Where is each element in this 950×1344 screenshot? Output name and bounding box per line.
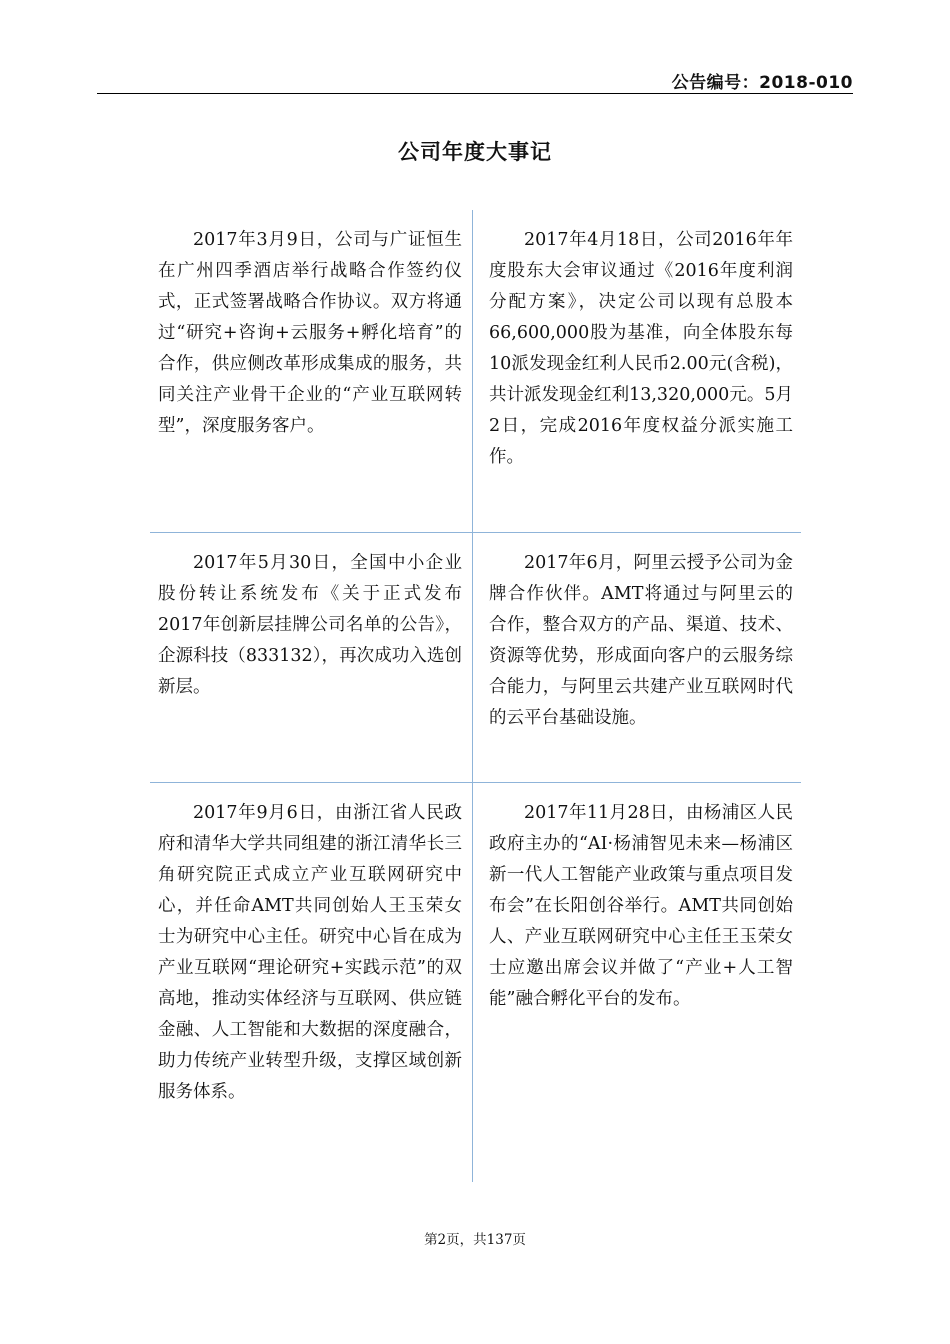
column-divider-row-1	[472, 210, 473, 532]
column-divider-row-2	[472, 532, 473, 782]
row-divider-1	[150, 532, 801, 533]
event-cell-r2-left: 2017年5月30日，全国中小企业股份转让系统发布《关于正式发布2017年创新层挂牌公司名单的公告》，企源科技（833132），再次成功入选创新层。	[158, 553, 462, 697]
event-cell-r1-left: 2017年3月9日，公司与广证恒生在广州四季酒店举行战略合作签约仪式，正式签署战略合作协议。双方将通过“研究+咨询+云服务+孵化培育”的合作，供应侧改革形成集成的服务，共同关注产业骨干企业的“产业互联网转型”，深度服务客户。	[158, 230, 462, 436]
event-cell-r2-right: 2017年6月，阿里云授予公司为金牌合作伙伴。AMT将通过与阿里云的合作，整合双方的产品、渠道、技术、资源等优势，形成面向客户的云服务综合能力，与阿里云共建产业互联网时代的云平台基础设施。	[489, 553, 793, 728]
event-cell-r3-left: 2017年9月6日，由浙江省人民政府和清华大学共同组建的浙江清华长三角研究院正式成立产业互联网研究中心，并任命AMT共同创始人王玉荣女士为研究中心主任。研究中心旨在成为产业互联网“理论研究+实践示范”的双高地，推动实体经济与互联网、供应链金融、人工智能和大数据的深度融合，助力传统产业转型升级，支撑区域创新服务体系。	[158, 803, 462, 1102]
page-number: 第2页，共137页	[424, 1232, 526, 1248]
announcement-number: 公告编号：2018-010	[671, 73, 853, 93]
header-divider	[97, 93, 853, 94]
event-cell-r3-right: 2017年11月28日，由杨浦区人民政府主办的“AI·杨浦智见未来—杨浦区新一代人工智能产业政策与重点项目发布会”在长阳创谷举行。AMT共同创始人、产业互联网研究中心主任王玉荣女士应邀出席会议并做了“产业+人工智能”融合孵化平台的发布。	[489, 803, 793, 1009]
event-cell-r1-right: 2017年4月18日，公司2016年年度股东大会审议通过《2016年度利润分配方案》，决定公司以现有总股本66,600,000股为基准，向全体股东每10派发现金红利人民币2.00元(含税)，共计派发现金红利13,320,000元。5月2日，完成2016年度权益分派实施工作。	[489, 230, 793, 467]
page-title: 公司年度大事记	[398, 140, 552, 164]
row-divider-2	[150, 782, 801, 783]
column-divider-row-3	[472, 782, 473, 1182]
